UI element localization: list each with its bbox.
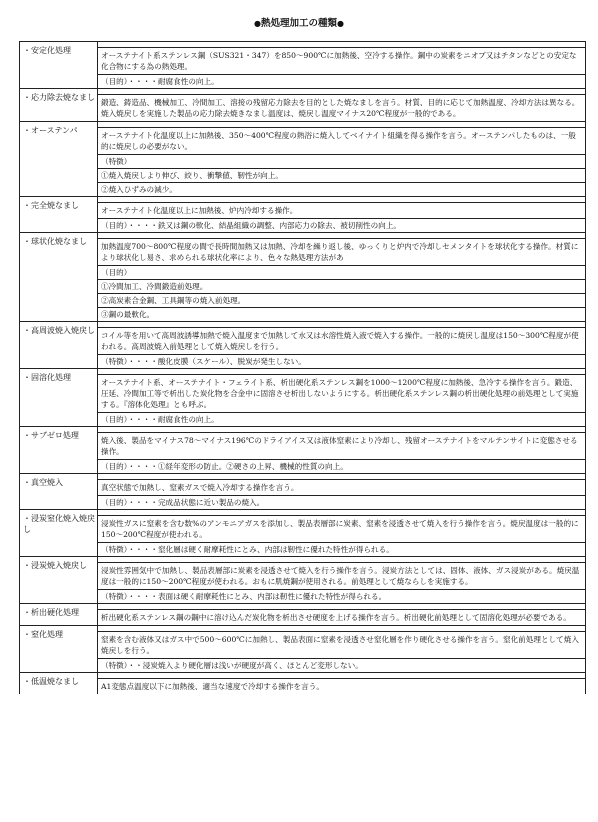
process-note: （特徴）・・浸炭焼入より硬化層は浅いが硬度が高く、ほとんど変形しない。 <box>98 658 585 672</box>
process-details <box>98 197 585 232</box>
title-bullet-left: ● <box>254 19 261 28</box>
process-note: ②高炭素合金鋼、工具鋼等の焼入前処理。 <box>98 293 585 307</box>
process-details <box>98 42 585 88</box>
process-description: 焼入後、製品をマイナス78～マイナス196℃のドライアイス又は液体窒素により冷却し、残留オーステナイトをマルテンサイトに変態させる操作。 <box>98 432 585 459</box>
table-row <box>20 603 585 625</box>
heat-treatment-table <box>19 41 586 694</box>
process-note: ②焼入ひずみの減少。 <box>98 182 585 196</box>
process-note: （目的）・・・・完成品状態に近い製品の焼入。 <box>98 495 585 509</box>
process-description: オーステナイト化温度以上に加熱後、350～400℃程度の熱浴に焼入してベイナイト組織を得る操作を言う。オーステンパしたものは、一般的に焼戻しの必要がない。 <box>98 127 585 154</box>
process-name: ・浸炭窒化焼入焼戻し <box>20 510 98 556</box>
process-description: A1変態点温度以下に加熱後、適当な速度で冷却する操作を言う。 <box>98 678 585 694</box>
process-note: （特徴）・・・・窒化層は硬く耐摩耗性にとみ、内部は靭性に優れた特性が得られる。 <box>98 542 585 556</box>
process-description: コイル等を用いて高周波誘導加熱で焼入温度まで加熱して水又は水溶性焼入液で焼入する操作。一般的に焼戻し温度は150～300℃程度が使われる。高周波焼入前処理として焼入焼戻しを行う。 <box>98 327 585 354</box>
table-row <box>20 321 585 368</box>
process-description: オーステナイト化温度以上に加熱後、炉内冷却する操作。 <box>98 202 585 218</box>
table-row <box>20 509 585 556</box>
process-note: ①焼入焼戻しより伸び、絞り、衝撃値、靭性が向上。 <box>98 168 585 182</box>
process-name: ・窒化処理 <box>20 626 98 672</box>
process-description: 加熱温度700～800℃程度の間で長時間加熱又は加熱、冷却を繰り返し後、ゆっくりと炉内で冷却しセメンタイトを球状化する操作。材質により球状化し易さ、求められる球状化率により、色々な熱処理方法があ <box>98 238 585 265</box>
process-description: オーステナイト系、オーステナイト・フェライト系、析出硬化系ステンレス鋼を1000～1200℃程度に加熱後、急冷する操作を言う。鍛造、圧延、冷間加工等で析出した炭化物を合金中に固溶させ析出しないようにする。析出硬化系ステンレス鋼の析出硬化処理の前処理として実施する。『溶体化処理』とも呼ぶ。 <box>98 374 585 412</box>
process-name: ・低温焼なまし <box>20 673 98 694</box>
process-details <box>98 233 585 321</box>
title-text: 熱処理加工の種類 <box>260 18 337 29</box>
process-note: （目的）・・・・耐腐食性の向上。 <box>98 412 585 426</box>
table-row <box>20 368 585 426</box>
process-name: ・析出硬化処理 <box>20 604 98 625</box>
process-description: 浸炭性ガスに窒素を含む数%のアンモニアガスを添加し、製品表層部に炭素、窒素を浸透させて焼入を行う操作を言う。焼戻温度は一般的に150～200℃程度が使われる。 <box>98 515 585 542</box>
table-row <box>20 426 585 473</box>
process-note: （目的） <box>98 265 585 279</box>
page-title <box>0 15 598 29</box>
process-description: オーステナイト系ステンレス鋼（SUS321・347）を850～900℃に加熱後、空冷する操作。鋼中の炭素をニオブ又はチタンなどとの安定な化合物にする為の熱処理。 <box>98 47 585 74</box>
process-name: ・応力除去焼なまし <box>20 89 98 121</box>
table-row <box>20 121 585 196</box>
process-name: ・高周波焼入焼戻し <box>20 322 98 368</box>
process-details <box>98 626 585 672</box>
table-row <box>20 556 585 603</box>
process-details <box>98 427 585 473</box>
process-details <box>98 510 585 556</box>
title-bullet-right: ● <box>337 19 344 28</box>
process-details <box>98 122 585 196</box>
table-row <box>20 473 585 509</box>
process-details <box>98 557 585 603</box>
table-row <box>20 672 585 694</box>
process-note: ①冷間加工、冷間鍛造前処理。 <box>98 279 585 293</box>
process-description: 窒素を含む液体又はガス中で500～600℃に加熱し、製品表面に窒素を浸透させ窒化層を作り硬化させる操作を言う。窒化前処理として焼入焼戻しを行う。 <box>98 631 585 658</box>
process-note: （目的）・・・・耐腐食性の向上。 <box>98 74 585 88</box>
process-note: （目的）・・・・①経年変形の防止。②硬さの上昇、機械的性質の向上。 <box>98 459 585 473</box>
process-note: （目的）・・・・鉄又は鋼の軟化、結晶組織の調整、内部応力の除去、被切削性の向上。 <box>98 218 585 232</box>
table-row <box>20 196 585 232</box>
process-note: （特徴）・・・・酸化皮膜（スケール）、脱炭が発生しない。 <box>98 354 585 368</box>
process-description: 鍛造、鋳造品、機械加工、冷間加工、溶接の残留応力除去を目的とした焼なましを言う。材質、目的に応じて加熱温度、冷却方法は異なる。焼入焼戻しを実施した製品の応力除去焼きなまし温度は、焼戻し温度マイナス20℃程度が一般的である。 <box>98 94 585 121</box>
process-name: ・オーステンパ <box>20 122 98 196</box>
table-row <box>20 232 585 321</box>
process-details <box>98 474 585 509</box>
process-name: ・サブゼロ処理 <box>20 427 98 473</box>
process-name: ・球状化焼なまし <box>20 233 98 321</box>
table-row <box>20 625 585 672</box>
process-name: ・真空焼入 <box>20 474 98 509</box>
process-note: （特徴）・・・・表面は硬く耐摩耗性にとみ、内部は靭性に優れた特性が得られる。 <box>98 589 585 603</box>
process-details <box>98 604 585 625</box>
process-name: ・浸炭焼入焼戻し <box>20 557 98 603</box>
process-details <box>98 89 585 121</box>
process-description: 析出硬化系ステンレス鋼の鋼中に溶け込んだ炭化物を析出させ硬度を上げる操作を言う。析出硬化前処理として固溶化処理が必要である。 <box>98 609 585 625</box>
process-note: ③鋼の最軟化。 <box>98 307 585 321</box>
process-details <box>98 322 585 368</box>
table-row <box>20 41 585 88</box>
process-description: 浸炭性雰囲気中で加熱し、製品表層部に炭素を浸透させて焼入を行う操作を言う。浸炭方法としては、固体、液体、ガス浸炭がある。焼戻温度は一般的に150～200℃程度が使われる。おもに肌焼鋼が使用される。前処理として焼ならしを実施する。 <box>98 562 585 589</box>
process-note: （特徴） <box>98 154 585 168</box>
process-details <box>98 369 585 426</box>
process-name: ・固溶化処理 <box>20 369 98 426</box>
process-details <box>98 673 585 694</box>
table-row <box>20 88 585 121</box>
process-name: ・完全焼なまし <box>20 197 98 232</box>
process-description: 真空状態で加熱し、窒素ガスで焼入冷却する操作を言う。 <box>98 479 585 495</box>
process-name: ・安定化処理 <box>20 42 98 88</box>
